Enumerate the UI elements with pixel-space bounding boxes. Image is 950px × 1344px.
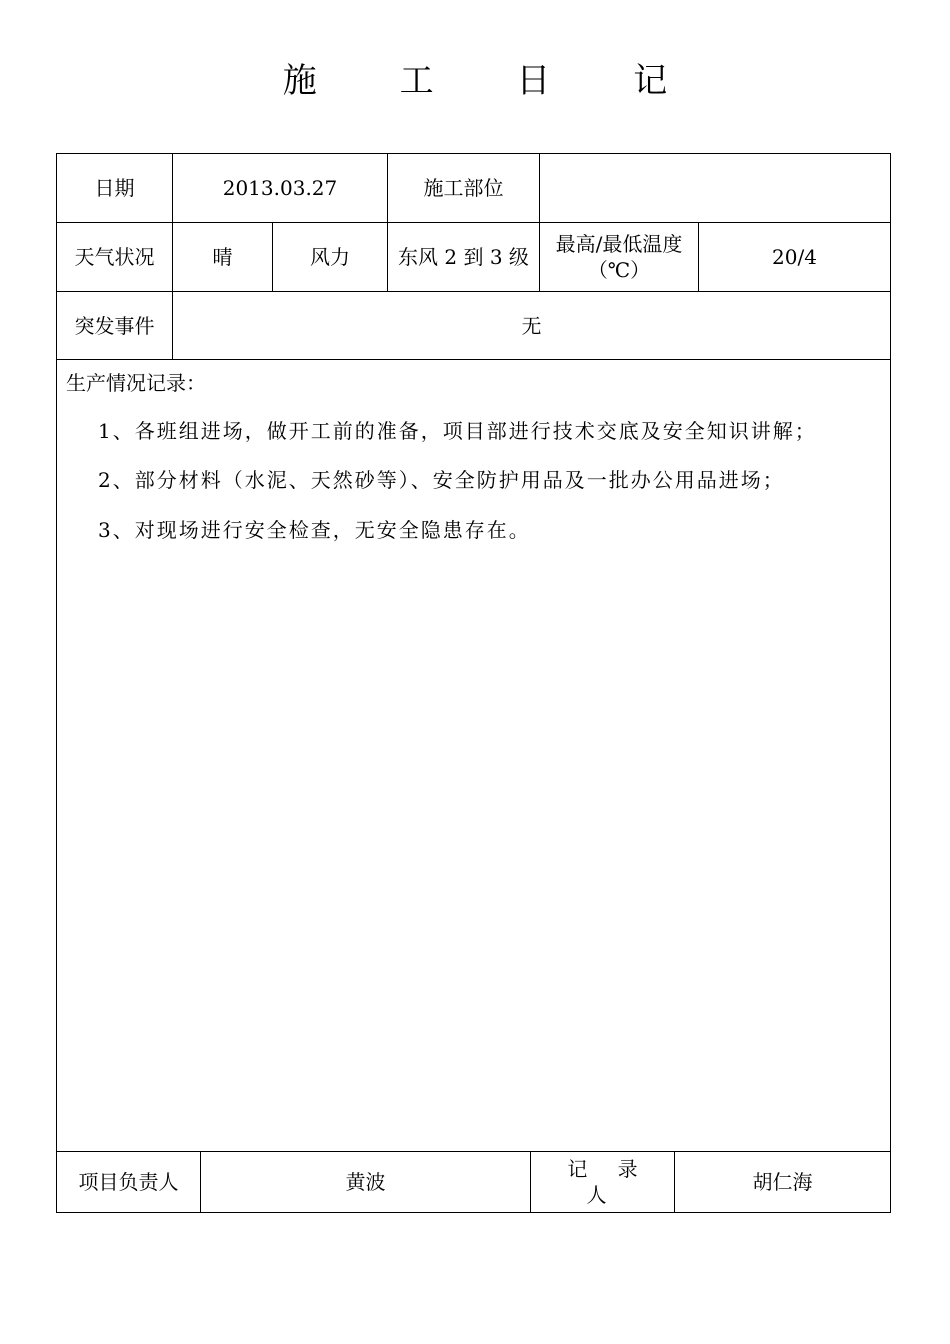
wind-label: 风力 — [310, 245, 350, 269]
project-manager-value: 黄波 — [345, 1170, 386, 1194]
record-item-3: 3、对现场进行安全检查，无安全隐患存在。 — [98, 518, 531, 542]
temperature-label — [540, 223, 698, 291]
incident-label: 突发事件 — [74, 313, 155, 338]
wind-value: 东风 2 到 3 级 — [398, 245, 529, 269]
page-title: 施 工 日 记 — [282, 61, 704, 101]
construction-diary-table — [56, 153, 891, 1213]
recorder-label: 记 录 人 — [567, 1157, 650, 1207]
temperature-value: 20/4 — [772, 245, 817, 269]
project-manager-label: 项目负责人 — [78, 1170, 179, 1194]
date-value: 2013.03.27 — [222, 176, 338, 200]
date-label: 日期 — [94, 176, 135, 200]
weather-value: 晴 — [212, 245, 233, 269]
temperature-label-line1: 最高/最低温度 — [555, 232, 683, 256]
location-value — [540, 154, 890, 222]
recorder-value: 胡仁海 — [752, 1170, 813, 1194]
weather-label: 天气状况 — [74, 245, 155, 269]
location-label: 施工部位 — [423, 176, 504, 200]
row-divider — [57, 359, 890, 360]
incident-value: 无 — [521, 313, 542, 338]
record-label: 生产情况记录： — [66, 371, 206, 395]
temperature-label-line2: （℃） — [587, 258, 651, 282]
record-item-1: 1、各班组进场，做开工前的准备，项目部进行技术交底及安全知识讲解； — [98, 419, 817, 443]
record-item-2: 2、部分材料（水泥、天然砂等）、安全防护用品及一批办公用品进场； — [98, 468, 785, 492]
